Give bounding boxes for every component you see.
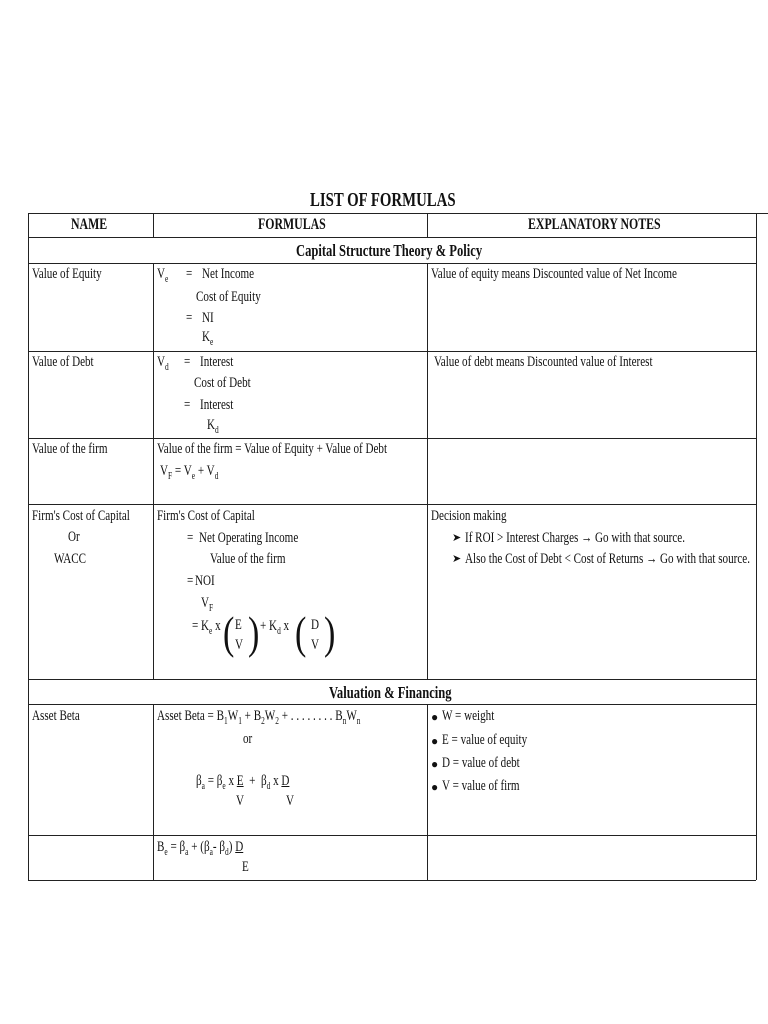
section-heading-valuation: Valuation & Financing (329, 683, 452, 702)
formula-line: $V_F = V_e + V_d$ (160, 463, 219, 482)
arrow-bullet-icon: ➤ (452, 532, 462, 544)
formula-numerator: NI (202, 310, 214, 326)
fraction-numerator: E (235, 617, 242, 633)
row-note: Value of equity means Discounted value of Net Income (431, 266, 677, 282)
open-paren: ( (295, 607, 307, 658)
close-paren: ) (248, 607, 260, 658)
note-item: If ROI > Interest Charges → Go with that source. (465, 530, 685, 546)
row-name: Value of the firm (32, 441, 108, 457)
formula-denominator: $K_e$ (202, 329, 214, 348)
column-header-notes: EXPLANATORY NOTES (528, 216, 661, 233)
row-name: Or (68, 529, 80, 545)
formula-line: $B_e = \beta_a + (\beta_a-$ $\beta_d$) D (157, 839, 244, 858)
note-title: Decision making (431, 508, 507, 524)
row-name: Asset Beta (32, 708, 80, 724)
note-item: D = value of debt (442, 755, 520, 771)
formula-lhs: $V_d$ (157, 354, 169, 373)
note-item: V = value of firm (442, 778, 520, 794)
formula-line: Value of the firm = Value of Equity + Value of Debt (157, 441, 388, 457)
formula-line: Asset Beta = $B_1W_1 + B_2W_2$ + . . . . . . . . $B_nW_n$ (157, 708, 361, 727)
note-item: W = weight (442, 708, 495, 724)
row-name: Firm's Cost of Capital (32, 508, 130, 524)
bullet-dot-icon: ● (431, 734, 439, 748)
formula-numerator: Net Income (202, 266, 255, 282)
formula-term: + $K_d$ x (260, 618, 290, 637)
formula-numerator: Net Operating Income (199, 530, 299, 546)
formula-line: $\beta_a = \beta_e$ x $E + \beta_d$ x D (196, 773, 290, 792)
formula-denominator: Value of the firm (210, 551, 286, 567)
bullet-dot-icon: ● (431, 710, 439, 724)
row-name: WACC (54, 551, 87, 567)
bullet-dot-icon: ● (431, 780, 439, 794)
section-heading-capital-structure: Capital Structure Theory & Policy (296, 241, 483, 260)
formula-denominator: $V_F$ (201, 595, 214, 614)
formula-or: or (243, 731, 253, 747)
page-title: LIST OF FORMULAS (310, 189, 456, 211)
arrow-bullet-icon: ➤ (452, 553, 462, 565)
open-paren: ( (223, 607, 235, 658)
fraction-denominator: V (311, 637, 320, 653)
note-item: Also the Cost of Debt < Cost of Returns → Go with that source. (465, 551, 750, 567)
note-item: E = value of equity (442, 732, 528, 748)
fraction-numerator: D (311, 617, 320, 633)
formula-lhs: $V_e$ (157, 266, 169, 285)
row-name: Value of Equity (32, 266, 102, 282)
formula-denominator: $K_d$ (207, 417, 219, 436)
formula-numerator: Interest (200, 397, 234, 413)
row-note: Value of debt means Discounted value of Interest (434, 354, 653, 370)
column-header-name: NAME (71, 216, 108, 233)
close-paren: ) (324, 607, 336, 658)
column-header-formulas: FORMULAS (258, 216, 326, 233)
fraction-denominator: V (235, 637, 244, 653)
formula-line: Firm's Cost of Capital (157, 508, 255, 524)
row-name: Value of Debt (32, 354, 94, 370)
formula-numerator: Interest (200, 354, 234, 370)
formula-numerator: NOI (195, 573, 215, 589)
formula-term: = $K_e$ x (192, 618, 221, 637)
bullet-dot-icon: ● (431, 757, 439, 771)
formula-denominator: Cost of Equity (196, 289, 261, 305)
formula-denominator: Cost of Debt (194, 375, 251, 391)
